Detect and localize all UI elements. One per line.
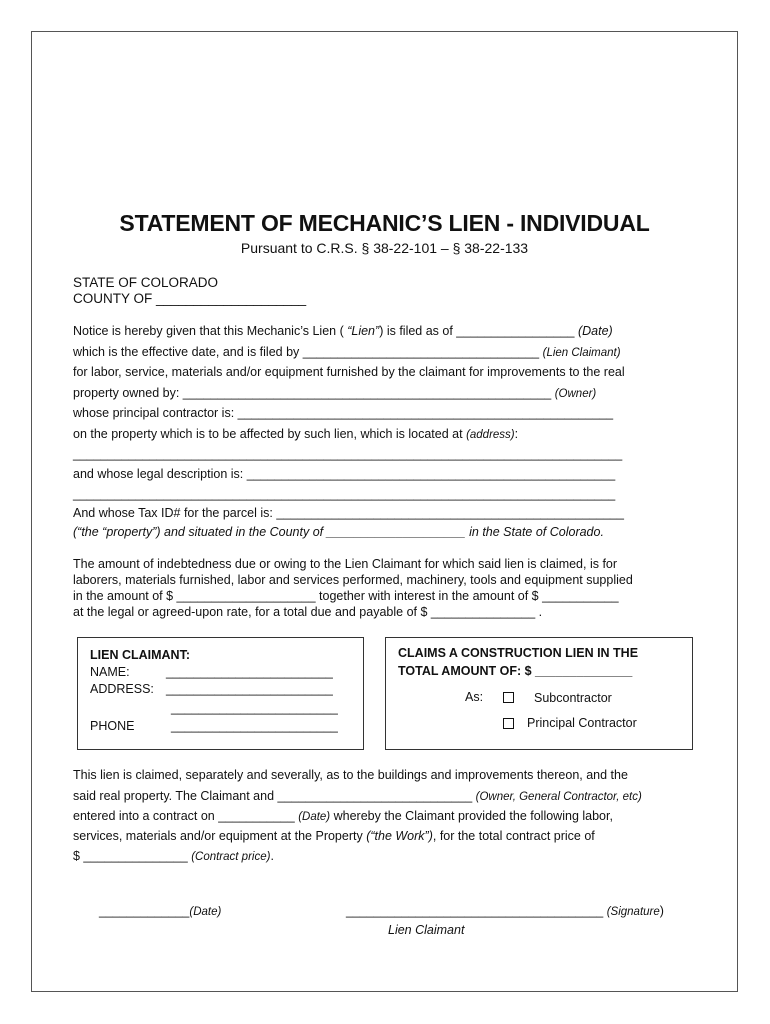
notice-line-5: whose principal contractor is: ______________________________________________________ [73,406,614,420]
document-page [31,31,738,992]
county-situated-line: (“the “property”) and situated in the County of ____________________ in the State of Colorado. [73,525,604,539]
tax-id-line: And whose Tax ID# for the parcel is: __________________________________________________ [73,506,624,520]
notice-line-1: Notice is hereby given that this Mechanic’s Lien ( “Lien”) is filed as of _________________ (Date) [73,324,613,338]
phone-label: PHONE [90,719,135,733]
claim-line-4: services, materials and/or equipment at the Property (“the Work”), for the total contract price of [73,829,595,843]
claims-amount-box [385,637,693,750]
claims-heading-1: CLAIMS A CONSTRUCTION LIEN IN THE [398,646,639,660]
indebtedness-line-1: The amount of indebtedness due or owing to the Lien Claimant for which said lien is claimed, is for [73,557,618,571]
subcontractor-label: Subcontractor [534,691,612,705]
indebtedness-line-2: laborers, materials furnished, labor and services performed, machinery, tools and equipment supplied [73,573,633,587]
notice-line-3: for labor, service, materials and/or equipment furnished by the claimant for improvements to the real [73,365,625,379]
name-label: NAME: [90,665,130,679]
claim-line-1: This lien is claimed, separately and severally, as to the buildings and improvements thereon, and the [73,768,628,782]
indebtedness-line-4: at the legal or agreed-upon rate, for a total due and payable of $ _______________ . [73,605,543,619]
claim-line-3: entered into a contract on ___________ (Date) whereby the Claimant provided the following labor, [73,809,613,823]
address-label: ADDRESS: [90,682,154,696]
address-line-1: ________________________ [166,682,333,696]
document-subtitle: Pursuant to C.R.S. § 38-22-101 – § 38-22-133 [240,240,529,256]
notice-line-4: property owned by: _____________________________________________________ (Owner) [73,386,597,400]
checkbox-icon [503,692,514,703]
document-title: STATEMENT OF MECHANIC’S LIEN - INDIVIDUAL [119,210,650,236]
indebtedness-line-3: in the amount of $ ____________________ together with interest in the amount of $ ___________ [73,589,619,603]
address-line-2: ________________________ [171,701,338,715]
subcontractor-checkbox[interactable] [503,689,514,707]
lien-claimant-box [77,637,364,750]
checkbox-icon [503,718,514,729]
legal-description-line: and whose legal description is: _____________________________________________________ [73,467,616,481]
notice-line-6: on the property which is to be affected by such lien, which is located at (address): [73,427,519,441]
notice-line-2: which is the effective date, and is filed by __________________________________ (Lien Claimant) [73,345,621,359]
state-label: STATE OF COLORADO [73,275,219,290]
claim-line-5: $ _______________ (Contract price). [73,849,274,863]
as-label: As: [465,690,484,704]
address-line: _______________________________________________________________________________ [73,447,623,461]
signature-line: _____________________________________ (Signature) [346,904,664,918]
signature-date: _____________(Date) [99,904,222,918]
claim-line-2: said real property. The Claimant and ____________________________ (Owner, General Contractor, etc) [73,789,642,803]
legal-description-line-2: ______________________________________________________________________________ [73,487,616,501]
lien-claimant-signature-label: Lien Claimant [388,923,465,937]
phone-line: ________________________ [171,719,338,733]
name-line: ________________________ [166,665,333,679]
county-field: COUNTY OF ____________________ [73,291,307,306]
lien-claimant-heading: LIEN CLAIMANT: [90,648,190,662]
claims-heading-2: TOTAL AMOUNT OF: $ ______________ [398,664,633,678]
principal-contractor-checkbox[interactable] [503,715,514,733]
principal-contractor-label: Principal Contractor [527,716,637,730]
